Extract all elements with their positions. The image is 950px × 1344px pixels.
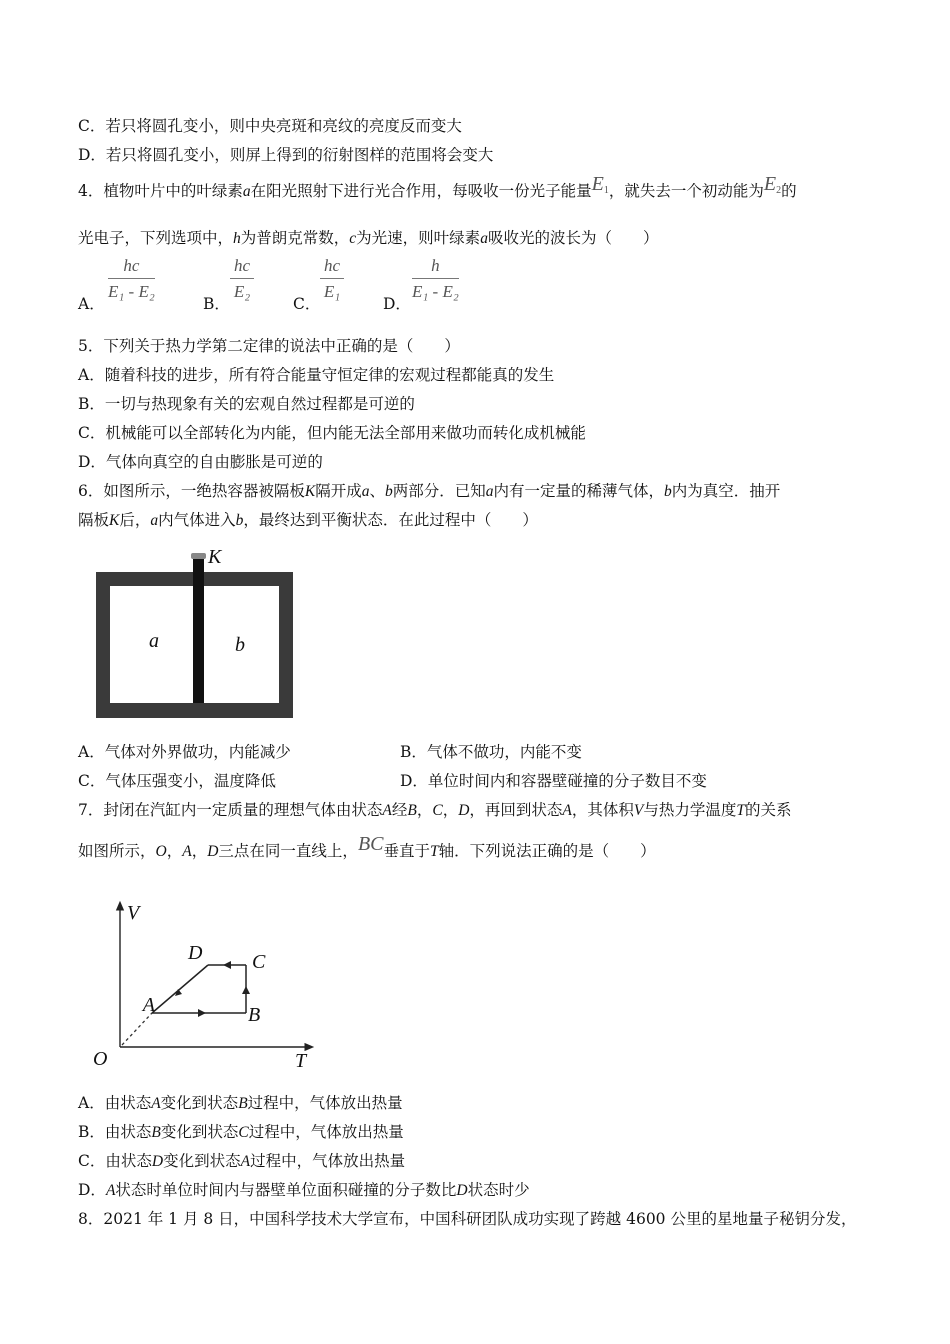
label-v: V — [127, 902, 140, 924]
q6-option-c: C．气体压强变小，温度降低 — [78, 772, 276, 790]
q5-option-b: B．一切与热现象有关的宏观自然过程都是可逆的 — [78, 395, 415, 413]
arrow-ab — [198, 1009, 206, 1017]
q4-option-d-label: D． — [383, 295, 411, 313]
q7-option-b: B．由状态B变化到状态C过程中，气体放出热量 — [78, 1123, 404, 1141]
q5-option-a: A．随着科技的进步，所有符合能量守恒定律的宏观过程都能真的发生 — [78, 366, 555, 384]
q7-option-c: C．由状态D变化到状态A过程中，气体放出热量 — [78, 1152, 406, 1170]
q7-option-a: A．由状态A变化到状态B过程中，气体放出热量 — [78, 1094, 403, 1112]
q3-option-d: D．若只将圆孔变小，则屏上得到的衍射图样的范围将会变大 — [78, 146, 494, 164]
q4-option-b-fraction: $\frac{hc}{\text{E₂}}$ — [230, 256, 254, 302]
q4-stem-line2: 光电子，下列选项中，h为普朗克常数，c为光速，则叶绿素a吸收光的波长为（ ） — [78, 229, 659, 247]
q8-stem: 8．2021 年 1 月 8 日，中国科学技术大学宣布，中国科研团队成功实现了跨越 4600 公里的星地量子秘钥分发， — [78, 1210, 857, 1228]
q7-vt-diagram — [85, 895, 325, 1075]
q6-option-a: A．气体对外界做功，内能减少 — [78, 743, 291, 761]
label-t: T — [295, 1050, 307, 1072]
q6-stem-line2: 隔板K后，a内气体进入b，最终达到平衡状态．在此过程中（ ） — [78, 511, 538, 529]
q4-option-c-label: C． — [293, 295, 321, 313]
q6-stem-line1: 6．如图所示，一绝热容器被隔板K隔开成a、b两部分．已知a内有一定量的稀薄气体，b内为真空．抽开 — [78, 482, 781, 500]
partition-k — [193, 557, 204, 703]
arrow-cd — [223, 961, 231, 969]
q5-option-d: D．气体向真空的自由膨胀是可逆的 — [78, 453, 323, 471]
q7-stem-line1: 7．封闭在汽缸内一定质量的理想气体由状态A经B，C，D，再回到状态A，其体积V与热力学温度T的关系 — [78, 801, 792, 819]
q5-option-c: C．机械能可以全部转化为内能，但内能无法全部用来做功而转化成机械能 — [78, 424, 586, 442]
label-a: A — [142, 994, 155, 1016]
q4-option-a-label: A． — [78, 295, 105, 313]
label-o: O — [93, 1048, 108, 1070]
label-b: b — [235, 634, 245, 656]
path-da — [152, 965, 208, 1013]
q5-stem: 5．下列关于热力学第二定律的说法中正确的是（ ） — [78, 337, 460, 355]
label-c: C — [252, 951, 266, 973]
q4-option-a-fraction: $\frac{hc}{\text{E₁ - E₂}}$ — [108, 256, 155, 301]
arrow-bc — [242, 986, 250, 994]
q4-option-b-label: B． — [203, 295, 230, 313]
label-a: a — [149, 630, 159, 652]
q6-option-d: D．单位时间内和容器壁碰撞的分子数目不变 — [400, 772, 707, 790]
q6-container-figure — [90, 545, 300, 725]
q6-option-b: B．气体不做功，内能不变 — [400, 743, 582, 761]
label-d: D — [188, 942, 203, 964]
dashed-extension — [122, 1013, 152, 1045]
label-k: K — [208, 546, 222, 568]
q4-option-d-fraction: $\frac{h}{\text{E₁ - E₂}}$ — [412, 256, 459, 301]
q4-option-c-fraction: $\frac{hc}{\text{E₁}}$ — [320, 256, 344, 302]
q7-option-d: D．A状态时单位时间内与器壁单位面积碰撞的分子数比D状态时少 — [78, 1181, 530, 1199]
q3-option-c: C．若只将圆孔变小，则中央亮斑和亮纹的亮度反而变大 — [78, 117, 462, 135]
q7-stem-line2: 如图所示，O，A，D三点在同一直线上，BC垂直于T轴．下列说法正确的是（ ） — [78, 833, 656, 860]
partition-handle — [191, 553, 206, 559]
q4-stem-line1: 4．植物叶片中的叶绿素a在阳光照射下进行光合作用，每吸收一份光子能量$E_1$，就失去一个初动能为$E_2$的 — [78, 173, 797, 200]
label-b: B — [248, 1004, 261, 1026]
